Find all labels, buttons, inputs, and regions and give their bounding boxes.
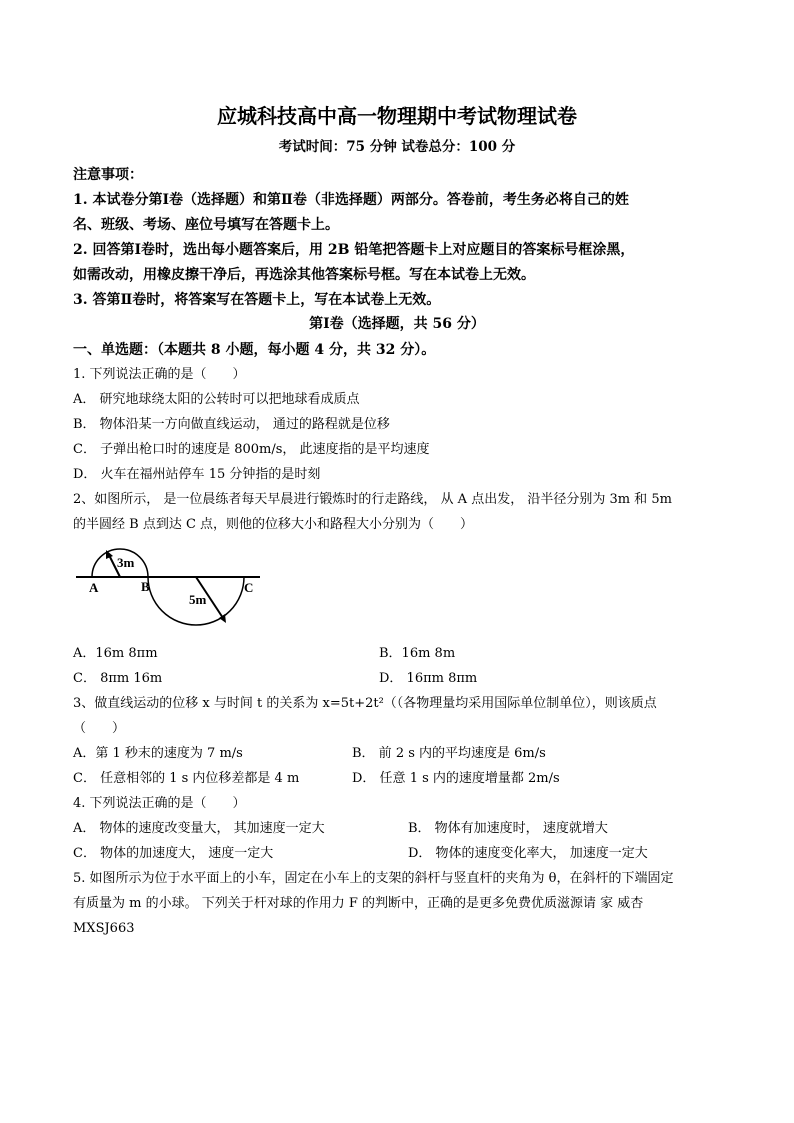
q4-option-c: C． 物体的加速度大， 速度一定大	[73, 846, 274, 861]
q3-option-c: C． 任意相邻的 1 s 内位移差都是 4 m	[73, 771, 300, 786]
notice-line: 2. 回答第Ⅰ卷时，选出每小题答案后，用 2B 铅笔把答题卡上对应题目的答案标号框涂黑，	[73, 242, 635, 258]
q4-option-b: B． 物体有加速度时， 速度就增大	[408, 821, 608, 836]
q1-option-c: C． 子弹出枪口时的速度是 800m/s， 此速度指的是平均速度	[73, 442, 430, 457]
q3-option-d: D． 任意 1 s 内的速度增量都 2m/s	[352, 771, 560, 786]
label-point-a: A	[89, 580, 99, 595]
label-r-small: 3m	[117, 555, 135, 570]
q3-option-b: B． 前 2 s 内的平均速度是 6m/s	[352, 746, 546, 761]
notice-line: 1. 本试卷分第Ⅰ卷（选择题）和第Ⅱ卷（非选择题）两部分。答卷前，考生务必将自己的姓	[73, 192, 629, 208]
q5-line2: 有质量为 m 的小球。 下列关于杆对球的作用力 F 的判断中，正确的是更多免费优质滋源请 家 威杏	[73, 896, 644, 911]
section-title: 第Ⅰ卷（选择题，共 56 分）	[309, 316, 485, 332]
q2-stem-line2: 的半圆经 B 点到达 C 点，则他的位移大小和路程大小分别为（ ）	[73, 517, 474, 532]
notice-heading: 注意事项：	[73, 167, 143, 183]
q2-option-d: D． 16πm 8πm	[379, 671, 478, 686]
q5-line3: MXSJ663	[73, 921, 135, 936]
notice-line: 3. 答第Ⅱ卷时，将答案写在答题卡上，写在本试卷上无效。	[73, 292, 441, 308]
large-radius-arrowhead	[219, 614, 226, 623]
q1-option-b: B． 物体沿某一方向做直线运动， 通过的路程就是位移	[73, 417, 390, 432]
exam-title: 应城科技高中高一物理期中考试物理试卷	[217, 104, 577, 128]
q4-option-a: A． 物体的速度改变量大， 其加速度一定大	[73, 821, 325, 836]
notice-line: 名、班级、考场、座位号填写在答题卡上。	[73, 217, 339, 233]
label-r-large: 5m	[189, 592, 207, 607]
q1-stem: 1. 下列说法正确的是（ ）	[73, 367, 246, 382]
q2-option-a: A．16m 8πm	[73, 646, 158, 661]
label-point-c: C	[244, 580, 254, 595]
q5-line1: 5. 如图所示为位于水平面上的小车，固定在小车上的支架的斜杆与竖直杆的夹角为 θ，在斜杆的下端固定	[73, 871, 674, 886]
q3-stem-line2: （ ）	[73, 721, 126, 736]
q3-stem-line1: 3、做直线运动的位移 x 与时间 t 的关系为 x=5t+2t²（（各物理量均采用国际单位制单位），则该质点	[73, 696, 657, 711]
exam-subtitle: 考试时间：75 分钟 试卷总分：100 分	[278, 139, 516, 155]
notice-line: 如需改动，用橡皮擦干净后，再选涂其他答案标号框。写在本试卷上无效。	[73, 267, 535, 283]
q4-option-d: D． 物体的速度变化率大， 加速度一定大	[408, 846, 648, 861]
part-title: 一、单选题：（本题共 8 小题，每小题 4 分，共 32 分）。	[73, 342, 436, 358]
q2-option-b: B．16m 8m	[379, 646, 456, 661]
q1-option-d: D． 火车在福州站停车 15 分钟指的是时刻	[73, 467, 321, 482]
q2-option-c: C． 8πm 16m	[73, 671, 163, 686]
q1-option-a: A． 研究地球绕太阳的公转时可以把地球看成质点	[73, 392, 360, 407]
q2-stem-line1: 2、如图所示， 是一位晨练者每天早晨进行锻炼时的行走路线， 从 A 点出发， 沿半径分别为 3m 和 5m	[73, 492, 672, 507]
label-point-b: B	[141, 579, 150, 594]
q4-stem: 4. 下列说法正确的是（ ）	[73, 796, 246, 811]
q3-option-a: A．第 1 秒末的速度为 7 m/s	[73, 746, 243, 761]
q2-path-figure	[76, 548, 266, 630]
